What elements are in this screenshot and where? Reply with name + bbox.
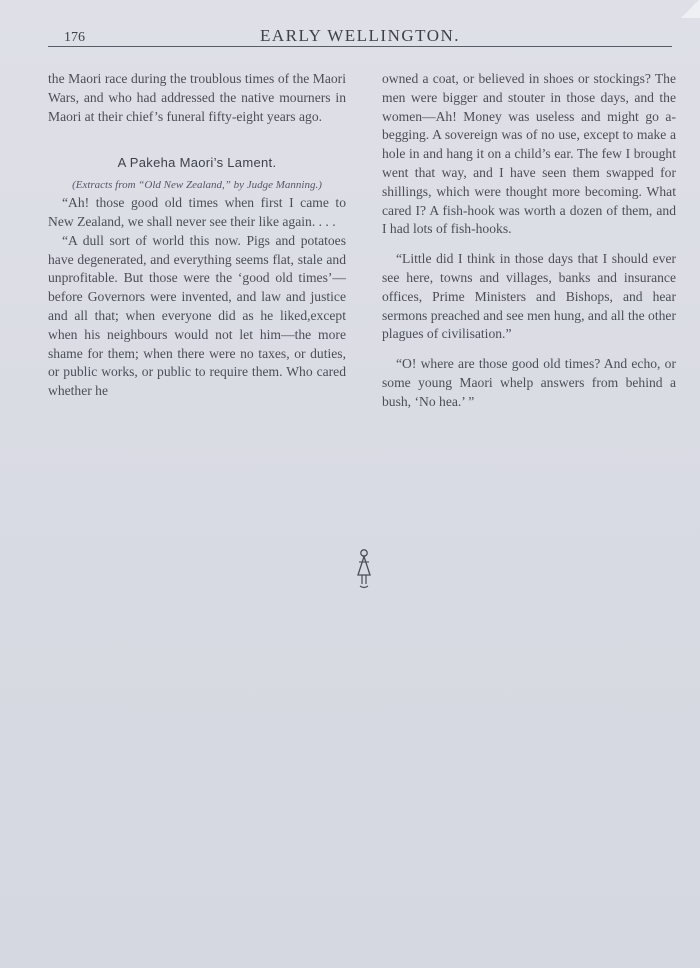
lament-paragraph-2: “A dull sort of world this now. Pigs and potatoes have degenerated, and everything seems flat, stale and unprofitable. But those were the ‘good old times’—before Governors were invented, and law and justice and all that; when everyone did as he liked,except when his neighbours would not let him—the more shame for them; when there were no taxes, or duties, or public works, or public to require them. Who cared whether he — [48, 232, 346, 399]
section-heading: A Pakeha Maori’s Lament. — [117, 155, 277, 171]
attribution: (Extracts from “Old New Zealand,” by Judge Manning.) — [72, 179, 322, 192]
header-rule — [48, 46, 672, 47]
page-number: 176 — [64, 30, 85, 45]
lament-paragraph-1: “Ah! those good old times when first I came to New Zealand, we shall never see their like again. . . . — [48, 195, 346, 229]
page-header — [48, 24, 672, 48]
figure-ornament-icon — [353, 548, 375, 590]
right-column — [382, 70, 676, 412]
intro-paragraph: the Maori race during the troublous times of the Maori Wars, and who had addressed the native mourners in Maori at their chief’s funeral fifty-eight years ago. — [48, 71, 346, 124]
lament-paragraph-3: owned a coat, or believed in shoes or stockings? The men were bigger and stouter in those days, and the women—Ah! Money was useless and might go a-begging. A sovereign was of no use, except to make a hole in and hang it on a child’s ear. The few I brought went that way, and I have seen them swapped for shillings, which were thought more becoming. What cared I? A fish-hook was worth a dozen of them, and I had lots of fish-hooks. — [382, 71, 676, 237]
lament-paragraph-4: “Little did I think in those days that I should ever see here, towns and villages, banks and insurance offices, Prime Ministers and Bishops, and hear sermons preached and see men hung, and all the other plagues of civilisation.” — [382, 251, 676, 342]
lament-paragraph-5: “O! where are those good old times? And echo, or some young Maori whelp answers from behind a bush, ‘No hea.’ ” — [382, 356, 676, 409]
left-column — [48, 70, 346, 401]
page-corner — [680, 0, 700, 18]
running-title: EARLY WELLINGTON. — [259, 26, 461, 45]
